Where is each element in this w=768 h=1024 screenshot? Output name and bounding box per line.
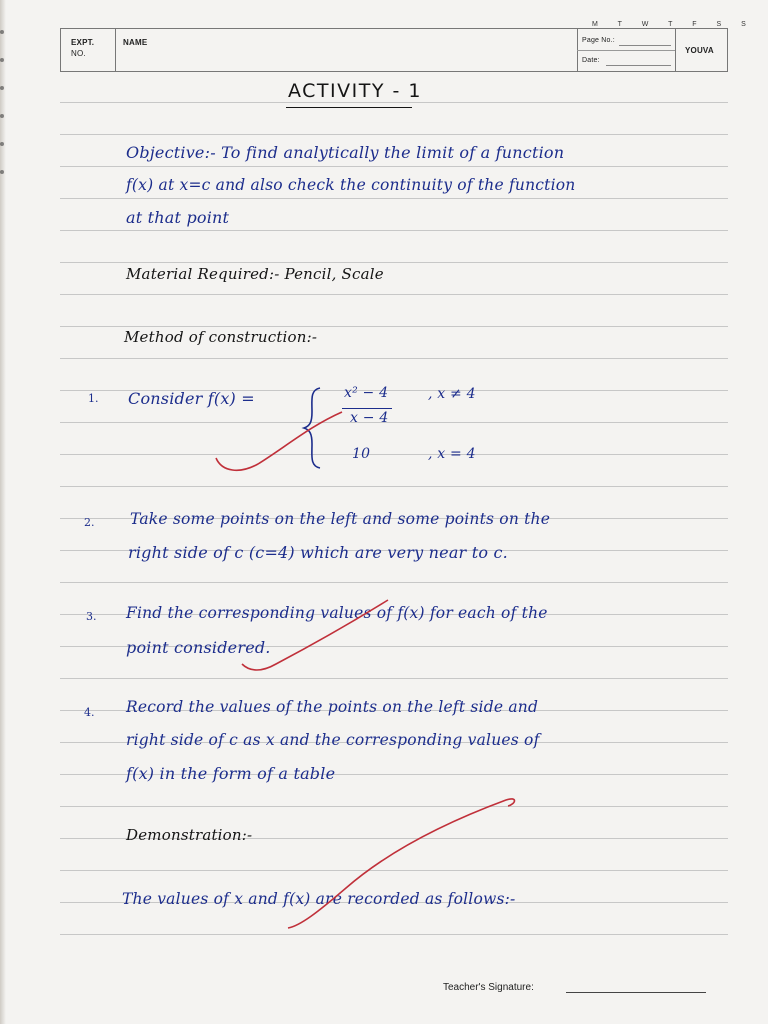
ruled-line: [60, 582, 728, 583]
page-binding-edge: [0, 0, 6, 1024]
step-4-line-1: Record the values of the points on the left side and: [126, 698, 539, 716]
ruled-line: [60, 262, 728, 263]
ruled-line: [60, 294, 728, 295]
step-1-consider: Consider f(x) =: [128, 389, 255, 408]
no-label: NO.: [71, 49, 86, 58]
ruled-line: [60, 326, 728, 327]
curly-brace: [300, 386, 324, 470]
binding-hole: [0, 142, 4, 146]
ruled-line: [60, 102, 728, 103]
ruled-line: [60, 934, 728, 935]
fraction-bar: [342, 408, 392, 409]
binding-hole: [0, 30, 4, 34]
ruled-line: [60, 230, 728, 231]
step-2-line-1: Take some points on the left and some points on the: [130, 510, 551, 528]
step-1-value-2: 10: [352, 446, 371, 462]
step-3-line-1: Find the corresponding values of f(x) for each of the: [126, 604, 548, 622]
ruled-line: [60, 678, 728, 679]
step-2-line-2: right side of c (c=4) which are very near to c.: [128, 543, 508, 562]
name-label: NAME: [123, 38, 148, 47]
step-3-number: 3.: [86, 610, 97, 623]
step-1-numerator: x² − 4: [344, 385, 389, 401]
step-1-condition-1: , x ≠ 4: [428, 386, 476, 402]
method-heading: Method of construction:-: [124, 328, 318, 346]
ruled-line: [60, 422, 728, 423]
header-mid-line: [577, 50, 675, 51]
step-4-number: 4.: [84, 706, 95, 719]
ruled-line: [60, 166, 728, 167]
step-2-number: 2.: [84, 516, 95, 529]
values-recorded-line: The values of x and f(x) are recorded as follows:-: [122, 890, 516, 908]
binding-hole: [0, 58, 4, 62]
binding-hole: [0, 86, 4, 90]
step-4-line-2: right side of c as x and the corresponding values of: [126, 731, 540, 749]
ruled-line: [60, 806, 728, 807]
teacher-signature-label: Teacher's Signature:: [443, 982, 534, 993]
header-divider: [675, 29, 676, 71]
objective-line-2: f(x) at x=c and also check the continuity of the function: [126, 176, 576, 194]
step-1-denominator: x − 4: [350, 410, 389, 426]
ruled-line: [60, 870, 728, 871]
step-1-condition-2: , x = 4: [428, 446, 476, 462]
binding-hole: [0, 170, 4, 174]
page-title: ACTIVITY - 1: [288, 80, 422, 102]
step-1-number: 1.: [88, 392, 99, 405]
ruled-line: [60, 198, 728, 199]
title-underline: [286, 107, 412, 108]
objective-line-3: at that point: [126, 208, 230, 227]
page-no-label: Page No.:: [582, 37, 615, 44]
brand-logo: YOUVA: [685, 46, 714, 55]
date-line: [606, 65, 671, 66]
binding-hole: [0, 114, 4, 118]
demonstration-heading: Demonstration:-: [126, 826, 253, 844]
material-required: Material Required:- Pencil, Scale: [126, 265, 384, 283]
page-header: [60, 28, 728, 72]
ruled-line: [60, 486, 728, 487]
page-no-line: [619, 45, 671, 46]
date-label: Date:: [582, 57, 600, 64]
teacher-signature-line: [566, 992, 706, 993]
step-4-line-3: f(x) in the form of a table: [126, 764, 336, 783]
header-divider: [115, 29, 116, 71]
expt-label: EXPT.: [71, 38, 95, 47]
step-3-line-2: point considered.: [126, 638, 271, 657]
weekday-strip: M T W T F S S: [592, 21, 755, 28]
ruled-line: [60, 454, 728, 455]
ruled-line: [60, 134, 728, 135]
objective-line-1: Objective:- To find analytically the limit of a function: [126, 143, 565, 162]
ruled-line: [60, 358, 728, 359]
